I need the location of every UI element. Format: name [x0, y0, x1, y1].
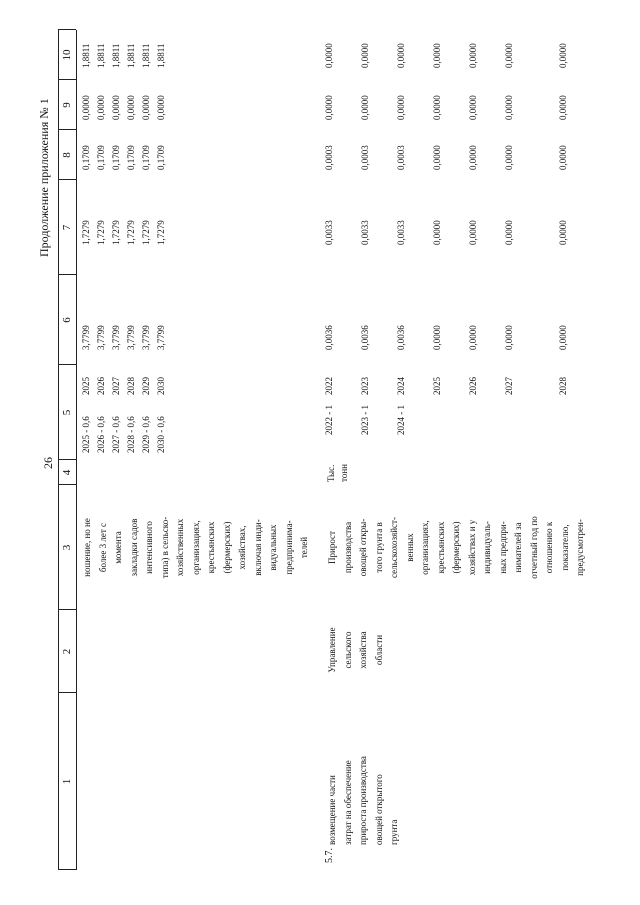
text-line: включая инди-: [252, 519, 263, 576]
unit-of-measure: [325, 464, 351, 482]
cell-col10: 0,0000: [558, 43, 568, 68]
text-line: крестьянских: [206, 521, 216, 574]
header-col-7: 7: [61, 224, 73, 231]
cell-col6: 3,7799: [111, 325, 121, 350]
text-line: производства: [342, 521, 353, 574]
cell-col6: 0,0000: [468, 325, 478, 350]
text-line: предусмотрен-: [575, 519, 585, 576]
cell-col6: 0,0000: [432, 325, 442, 350]
header-col-4: 4: [61, 469, 73, 476]
cell-col10: 0,0000: [396, 43, 406, 68]
cell-col8: 0,1709: [81, 145, 91, 170]
text-line: закладки садов: [128, 518, 139, 577]
cell-col9: 0,0000: [81, 95, 91, 120]
cell-col8: 0,1709: [96, 145, 106, 170]
header-col-1: 1: [61, 778, 73, 785]
cell-col10: 0,0000: [504, 43, 514, 68]
cell-col10: 0,0000: [468, 43, 478, 68]
cell-col9: 0,0000: [111, 95, 121, 120]
cell-col7: 1,7279: [96, 220, 106, 245]
cell-col10: 0,0000: [360, 43, 370, 68]
text-line: грунта: [389, 819, 399, 845]
cell-col6: 0,0036: [360, 325, 370, 350]
cell-col9: 0,0000: [468, 95, 478, 120]
cell-col6: 3,7799: [96, 325, 106, 350]
cell-col5: 2023 - 1: [360, 405, 370, 435]
text-line: венных: [404, 533, 415, 562]
cell-col5: 2024 - 1: [396, 405, 406, 435]
header-col-3: 3: [61, 544, 73, 551]
text-line: сельскохозяйст-: [389, 517, 399, 578]
cell-year: 2025: [81, 377, 91, 395]
text-line: хозяйства: [358, 631, 368, 669]
text-line: хозяйствах и у: [466, 519, 477, 576]
cell-col7: 1,7279: [141, 220, 151, 245]
cell-year: 2024: [396, 377, 406, 395]
continuation-title: Продолжение приложения № 1: [37, 98, 51, 257]
cell-col8: 0,1709: [111, 145, 121, 170]
text-line: овощей открытого: [373, 774, 384, 845]
cell-year: 2029: [141, 377, 151, 395]
cell-col5: 2022 - 1: [324, 405, 334, 435]
text-line: Прирост: [327, 531, 337, 564]
text-line: момента: [113, 531, 123, 564]
text-line: организациях,: [420, 520, 430, 575]
cell-col9: 0,0000: [156, 95, 166, 120]
text-line: показателю,: [559, 524, 570, 571]
text-line: типа) в сельско-: [159, 516, 170, 579]
cell-col8: 0,0000: [558, 145, 568, 170]
item-description: [325, 665, 403, 845]
cell-col10: 1,8811: [81, 43, 91, 68]
cell-col10: 1,8811: [126, 43, 136, 68]
cell-col8: 0,0003: [396, 145, 406, 170]
cell-col9: 0,0000: [396, 95, 406, 120]
cell-col7: 0,0000: [558, 220, 568, 245]
text-line: хозяйствах,: [237, 525, 247, 570]
cell-col7: 1,7279: [156, 220, 166, 245]
cell-col8: 0,1709: [126, 145, 136, 170]
cell-col5: 2027 - 0,6: [111, 416, 121, 453]
cell-col10: 1,8811: [111, 43, 121, 68]
cell-col7: 0,0033: [396, 220, 406, 245]
text-line: более 3 лет с: [97, 522, 108, 573]
cell-col6: 3,7799: [126, 325, 136, 350]
top-block-col3-text: [80, 485, 313, 610]
cell-col7: 0,0000: [468, 220, 478, 245]
cell-col10: 1,8811: [141, 43, 151, 68]
cell-col9: 0,0000: [360, 95, 370, 120]
cell-col8: 0,0003: [360, 145, 370, 170]
cell-year: 2028: [558, 377, 568, 395]
indicator-description: [325, 485, 589, 610]
text-line: (фермерских): [221, 521, 232, 574]
cell-col10: 1,8811: [156, 43, 166, 68]
text-line: видуальных: [268, 524, 278, 571]
cell-col5: 2026 - 0,6: [96, 416, 106, 453]
cell-year: 2027: [504, 377, 514, 395]
cell-col6: 3,7799: [141, 325, 151, 350]
cell-year: 2026: [96, 377, 106, 395]
text-line: Управление: [327, 627, 337, 673]
cell-col6: 3,7799: [156, 325, 166, 350]
header-col-2: 2: [61, 648, 73, 655]
cell-col8: 0,0000: [468, 145, 478, 170]
responsible-body: [325, 615, 387, 685]
header-bottom-border: [76, 30, 77, 870]
text-line: (фермерских): [451, 521, 461, 574]
text-line: прироста производства: [358, 756, 368, 845]
cell-col7: 0,0033: [360, 220, 370, 245]
cell-year: 2026: [468, 377, 478, 395]
text-line: отчетный год по: [528, 516, 539, 579]
cell-col8: 0,0003: [324, 145, 334, 170]
cell-col9: 0,0000: [324, 95, 334, 120]
text-line: предпринима-: [283, 520, 294, 575]
cell-col9: 0,0000: [126, 95, 136, 120]
cell-col8: 0,0000: [504, 145, 514, 170]
cell-col5: 2030 - 0,6: [156, 416, 166, 453]
cell-year: 2030: [156, 377, 166, 395]
text-line: хозяйственных: [175, 518, 185, 577]
cell-col8: 0,1709: [156, 145, 166, 170]
text-line: отношению к: [544, 521, 554, 574]
cell-col10: 1,8811: [96, 43, 106, 68]
cell-col7: 1,7279: [126, 220, 136, 245]
cell-year: 2028: [126, 377, 136, 395]
cell-col6: 0,0036: [396, 325, 406, 350]
text-line: интенсивного: [144, 521, 154, 574]
header-col-5: 5: [61, 409, 73, 416]
cell-col5: 2025 - 0,6: [81, 416, 91, 453]
cell-col9: 0,0000: [558, 95, 568, 120]
cell-col5: 2028 - 0,6: [126, 416, 136, 453]
cell-year: 2027: [111, 377, 121, 395]
cell-col10: 0,0000: [324, 43, 334, 68]
cell-col8: 0,1709: [141, 145, 151, 170]
text-line: ношение, но не: [82, 518, 92, 577]
cell-year: 2025: [432, 377, 442, 395]
text-line: телей: [299, 536, 309, 559]
text-line: нимателей за: [513, 522, 523, 573]
cell-year: 2023: [360, 377, 370, 395]
page-number: 26: [41, 457, 55, 469]
cell-col7: 0,0000: [504, 220, 514, 245]
cell-col9: 0,0000: [96, 95, 106, 120]
text-line: организациях,: [190, 520, 201, 575]
text-line: сельского: [342, 631, 353, 669]
cell-col9: 0,0000: [141, 95, 151, 120]
cell-col6: 0,0000: [558, 325, 568, 350]
text-line: овощей откры-: [358, 518, 368, 577]
text-line: индивидуаль-: [482, 521, 492, 574]
cell-col9: 0,0000: [432, 95, 442, 120]
text-line: области: [373, 634, 384, 666]
item-number: 5.7.: [324, 848, 335, 863]
cell-col7: 0,0000: [432, 220, 442, 245]
cell-col8: 0,0000: [432, 145, 442, 170]
cell-col10: 0,0000: [432, 43, 442, 68]
text-line: Тыс.: [326, 464, 336, 482]
cell-col9: 0,0000: [504, 95, 514, 120]
text-line: крестьянских: [435, 521, 446, 574]
text-line: тонн: [339, 464, 349, 482]
header-col-9: 9: [61, 102, 73, 108]
cell-col6: 0,0036: [324, 325, 334, 350]
cell-col5: 2029 - 0,6: [141, 416, 151, 453]
text-line: ных предпри-: [497, 521, 508, 574]
cell-col7: 1,7279: [111, 220, 121, 245]
table-top-border: [58, 30, 59, 870]
cell-col6: 0,0000: [504, 325, 514, 350]
cell-year: 2022: [324, 377, 334, 395]
cell-col7: 1,7279: [81, 220, 91, 245]
text-line: возмещение части: [327, 775, 337, 845]
text-line: того грунта в: [373, 522, 384, 573]
cell-col7: 0,0033: [324, 220, 334, 245]
header-col-8: 8: [61, 152, 73, 158]
cell-col6: 3,7799: [81, 325, 91, 350]
text-line: затрат на обеспечение: [342, 760, 353, 845]
header-col-10: 10: [61, 49, 73, 61]
header-col-6: 6: [61, 317, 73, 323]
